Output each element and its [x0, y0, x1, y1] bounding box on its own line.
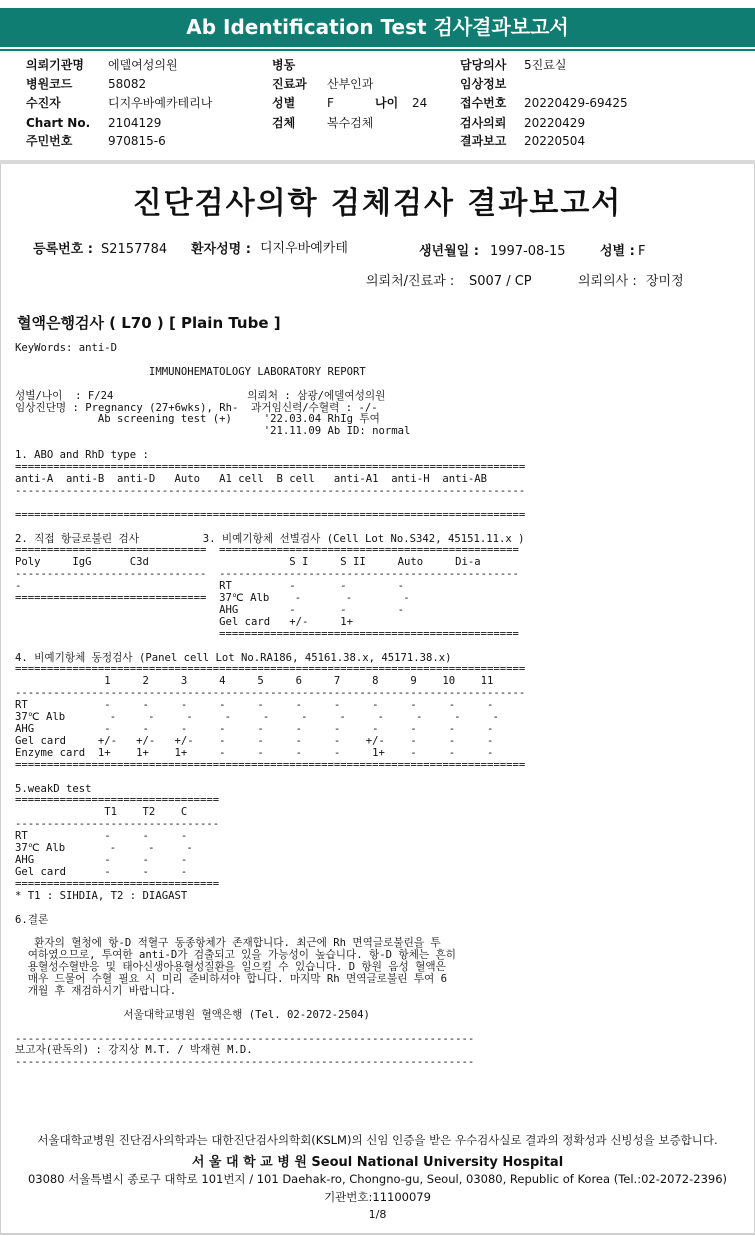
report-line: AHG - - - — [15, 853, 188, 866]
report-line: anti-A anti-B anti-D Auto A1 cell B cell anti-A1 anti-H anti-AB — [15, 472, 487, 485]
report-line: RT - - - — [15, 830, 188, 843]
report-line: T1 T2 C — [15, 806, 188, 819]
report-line: ================================================================================ — [15, 461, 526, 474]
chart-no-label: Chart No. — [26, 116, 91, 130]
report-line: 서울대학교병원 혈액은행 (Tel. 02-2072-2504) — [15, 1008, 370, 1021]
report-line: IMMUNOHEMATOLOGY LABORATORY REPORT — [15, 365, 366, 378]
patient-name-label: 환자성명 : — [191, 242, 251, 257]
age-value: 24 — [412, 96, 428, 110]
report-line: Gel card +/- +/- +/- - - - - +/- - - - — [15, 734, 494, 747]
report-line: -------------------------------------------------------------------------------- — [15, 484, 526, 497]
report-line: 1. ABO and RhD type : — [15, 449, 149, 462]
receipt-no-label: 접수번호 — [460, 96, 507, 110]
banner-divider — [0, 49, 755, 51]
report-line: 37℃ Alb - - - — [15, 842, 193, 855]
report-line: ============================== =============================================== — [15, 544, 519, 557]
report-line: =============================================== — [15, 627, 519, 640]
report-line: Poly IgG C3d S I S II Auto Di-a — [15, 556, 481, 569]
report-line: Gel card +/- 1+ — [15, 615, 354, 628]
report-date-label: 결과보고 — [460, 134, 507, 148]
report-line: 환자의 혈청에 항-D 적혈구 동종항체가 존재합니다. 최근에 Rh 면역글로불린을 투 — [15, 937, 441, 950]
report-line: Ab screening test (+) '22.03.04 RhIg 투여 — [15, 413, 380, 426]
patient-sex-value: F — [638, 244, 646, 259]
report-line — [15, 998, 525, 1010]
report-line — [15, 498, 525, 510]
report-line: 임상진단명 : Pregnancy (27+6wks), Rh- 과거임신력/수혈력 : -/- — [15, 401, 378, 414]
sex-label: 성별 — [272, 96, 296, 110]
resident-no-label: 주민번호 — [26, 134, 73, 148]
doctor-label: 담당의사 — [460, 58, 507, 72]
report-line: 용혈성수혈반응 및 태아신생아용혈성질환을 일으킬 수 있습니다. D 항원 음성 혈액은 — [15, 961, 446, 974]
report-line: 4. 비예기항체 동정검사 (Panel cell Lot No.RA186, 45161.38.x, 45171.38.x) — [15, 651, 452, 664]
report-line: ================================ — [15, 877, 220, 890]
doctor-value: 5진료실 — [524, 58, 567, 72]
hospital-code-label: 병원코드 — [26, 77, 73, 91]
report-date-value: 20220504 — [524, 134, 586, 148]
report-line — [15, 641, 525, 653]
section-title: 혈액은행검사 ( L70 ) [ Plain Tube ] — [17, 314, 281, 332]
report-line: 성별/나이 : F/24 의뢰처 : 삼광/에델여성의원 — [15, 389, 386, 402]
report-line: 여하였으므로, 투여한 anti-D가 검출되고 있을 가능성이 높습니다. 항-D 항체는 흔히 — [15, 949, 456, 962]
certification-text: 서울대학교병원 진단검사의학과는 대한진단검사의학회(KSLM)의 신임 인증을 받은 우수검사실로 결과의 정확성과 신빙성을 보증합니다. — [37, 1133, 718, 1147]
institution-number: 기관번호:11100079 — [324, 1190, 431, 1204]
hospital-code-value: 58082 — [108, 77, 147, 91]
dept-label: 진료과 — [272, 77, 307, 91]
dob-label: 생년월일 : — [419, 244, 479, 259]
report-line: -------------------------------------------------------------------------------- — [15, 687, 526, 700]
resident-no-value: 970815-6 — [108, 134, 166, 148]
receipt-no-value: 20220429-69425 — [524, 96, 628, 110]
specimen-label: 검체 — [272, 116, 296, 130]
patient-sex-label: 성별 : — [600, 244, 635, 259]
request-date-label: 검사의뢰 — [460, 116, 507, 130]
report-line: ============================== 37℃ Alb - - - — [15, 592, 410, 605]
facility-label: 의뢰기관명 — [26, 58, 84, 72]
patient-name-value: 디지우바예카테 — [260, 241, 348, 256]
recipient-value: 디지우바예카테리나 — [108, 96, 213, 110]
page-number: 1/8 — [368, 1208, 387, 1221]
report-line: ------------------------------------------------------------------------ — [15, 1032, 475, 1045]
report-line: ------------------------------ ----------------------------------------------- — [15, 568, 519, 581]
reg-no-label: 등록번호 : — [33, 242, 93, 257]
header-separator — [0, 160, 755, 164]
report-line: '21.11.09 Ab ID: normal — [15, 425, 411, 438]
report-line: -------------------------------- — [15, 818, 220, 831]
requesting-dept-value: S007 / CP — [469, 274, 532, 289]
dept-value: 산부인과 — [327, 77, 374, 91]
specimen-value: 복수검체 — [327, 116, 374, 130]
report-line: ================================================================================ — [15, 758, 526, 771]
report-line: ================================ — [15, 794, 220, 807]
report-line: * T1 : SIHDIA, T2 : DIAGAST — [15, 889, 188, 902]
report-line: - RT - - - — [15, 580, 405, 593]
report-line: 2. 직접 항글로불린 검사 3. 비예기항체 선별검사 (Cell Lot No.S342, 45151.11.x ) — [15, 532, 525, 545]
report-line: ------------------------------------------------------------------------ — [15, 1056, 475, 1069]
requesting-dept-label: 의뢰처/진료과 : — [366, 274, 455, 289]
report-line: ================================================================================ — [15, 508, 526, 521]
report-line: AHG - - - — [15, 603, 405, 616]
report-line — [15, 522, 525, 534]
report-line — [15, 379, 525, 391]
document-title: 진단검사의학 검체검사 결과보고서 — [132, 186, 623, 221]
report-line: 5.weakD test — [15, 782, 92, 795]
report-line: ================================================================================ — [15, 663, 526, 676]
reg-no-value: S2157784 — [101, 242, 168, 257]
request-date-value: 20220429 — [524, 116, 586, 130]
report-line: Gel card - - - — [15, 865, 188, 878]
clinical-info-label: 임상정보 — [460, 77, 507, 91]
report-line: 1 2 3 4 5 6 7 8 9 10 11 — [15, 675, 494, 688]
report-line: RT - - - - - - - - - - - — [15, 699, 494, 712]
facility-value: 에델여성의원 — [108, 58, 178, 72]
report-line — [15, 772, 525, 784]
hospital-name: 서 울 대 학 교 병 원 Seoul National University Hospital — [191, 1155, 564, 1170]
sex-value: F — [327, 96, 334, 110]
report-line — [15, 1022, 525, 1034]
chart-no-value: 2104129 — [108, 116, 162, 130]
report-line: 6.결론 — [15, 913, 49, 926]
age-label: 나이 — [375, 96, 399, 110]
document-frame-left — [0, 164, 1, 1234]
report-line — [15, 903, 525, 915]
dob-value: 1997-08-15 — [490, 244, 566, 259]
report-line: AHG - - - - - - - - - - - — [15, 723, 494, 735]
requesting-doctor-value: 장미정 — [646, 274, 684, 289]
report-line: 37℃ Alb - - - - - - - - - - - — [15, 711, 499, 724]
report-line: 매우 드물어 수혈 필요 시 미리 준비하셔야 합니다. 마지막 Rh 면역글로불린 투여 6 — [15, 973, 448, 986]
report-line: 개월 후 재검하시기 바랍니다. — [15, 984, 177, 997]
requesting-doctor-label: 의뢰의사 : — [578, 274, 637, 289]
document-frame-bottom — [0, 1233, 755, 1235]
report-banner: Ab Identification Test 검사결과보고서 — [0, 8, 755, 47]
report-line: KeyWords: anti-D — [15, 342, 118, 354]
report-line: Enzyme card 1+ 1+ 1+ - - - - 1+ - - - — [15, 746, 494, 759]
lab-report-body — [15, 343, 525, 1069]
ward-label: 병동 — [272, 58, 296, 72]
report-line: 보고자(판독의) : 강지상 M.T. / 박재현 M.D. — [15, 1044, 253, 1057]
recipient-label: 수진자 — [26, 96, 61, 110]
hospital-address: 03080 서울특별시 종로구 대학로 101번지 / 101 Daehak-ro, Chongno-gu, Seoul, 03080, Republic of Korea (Tel.:02-2072-2396) — [27, 1172, 728, 1186]
